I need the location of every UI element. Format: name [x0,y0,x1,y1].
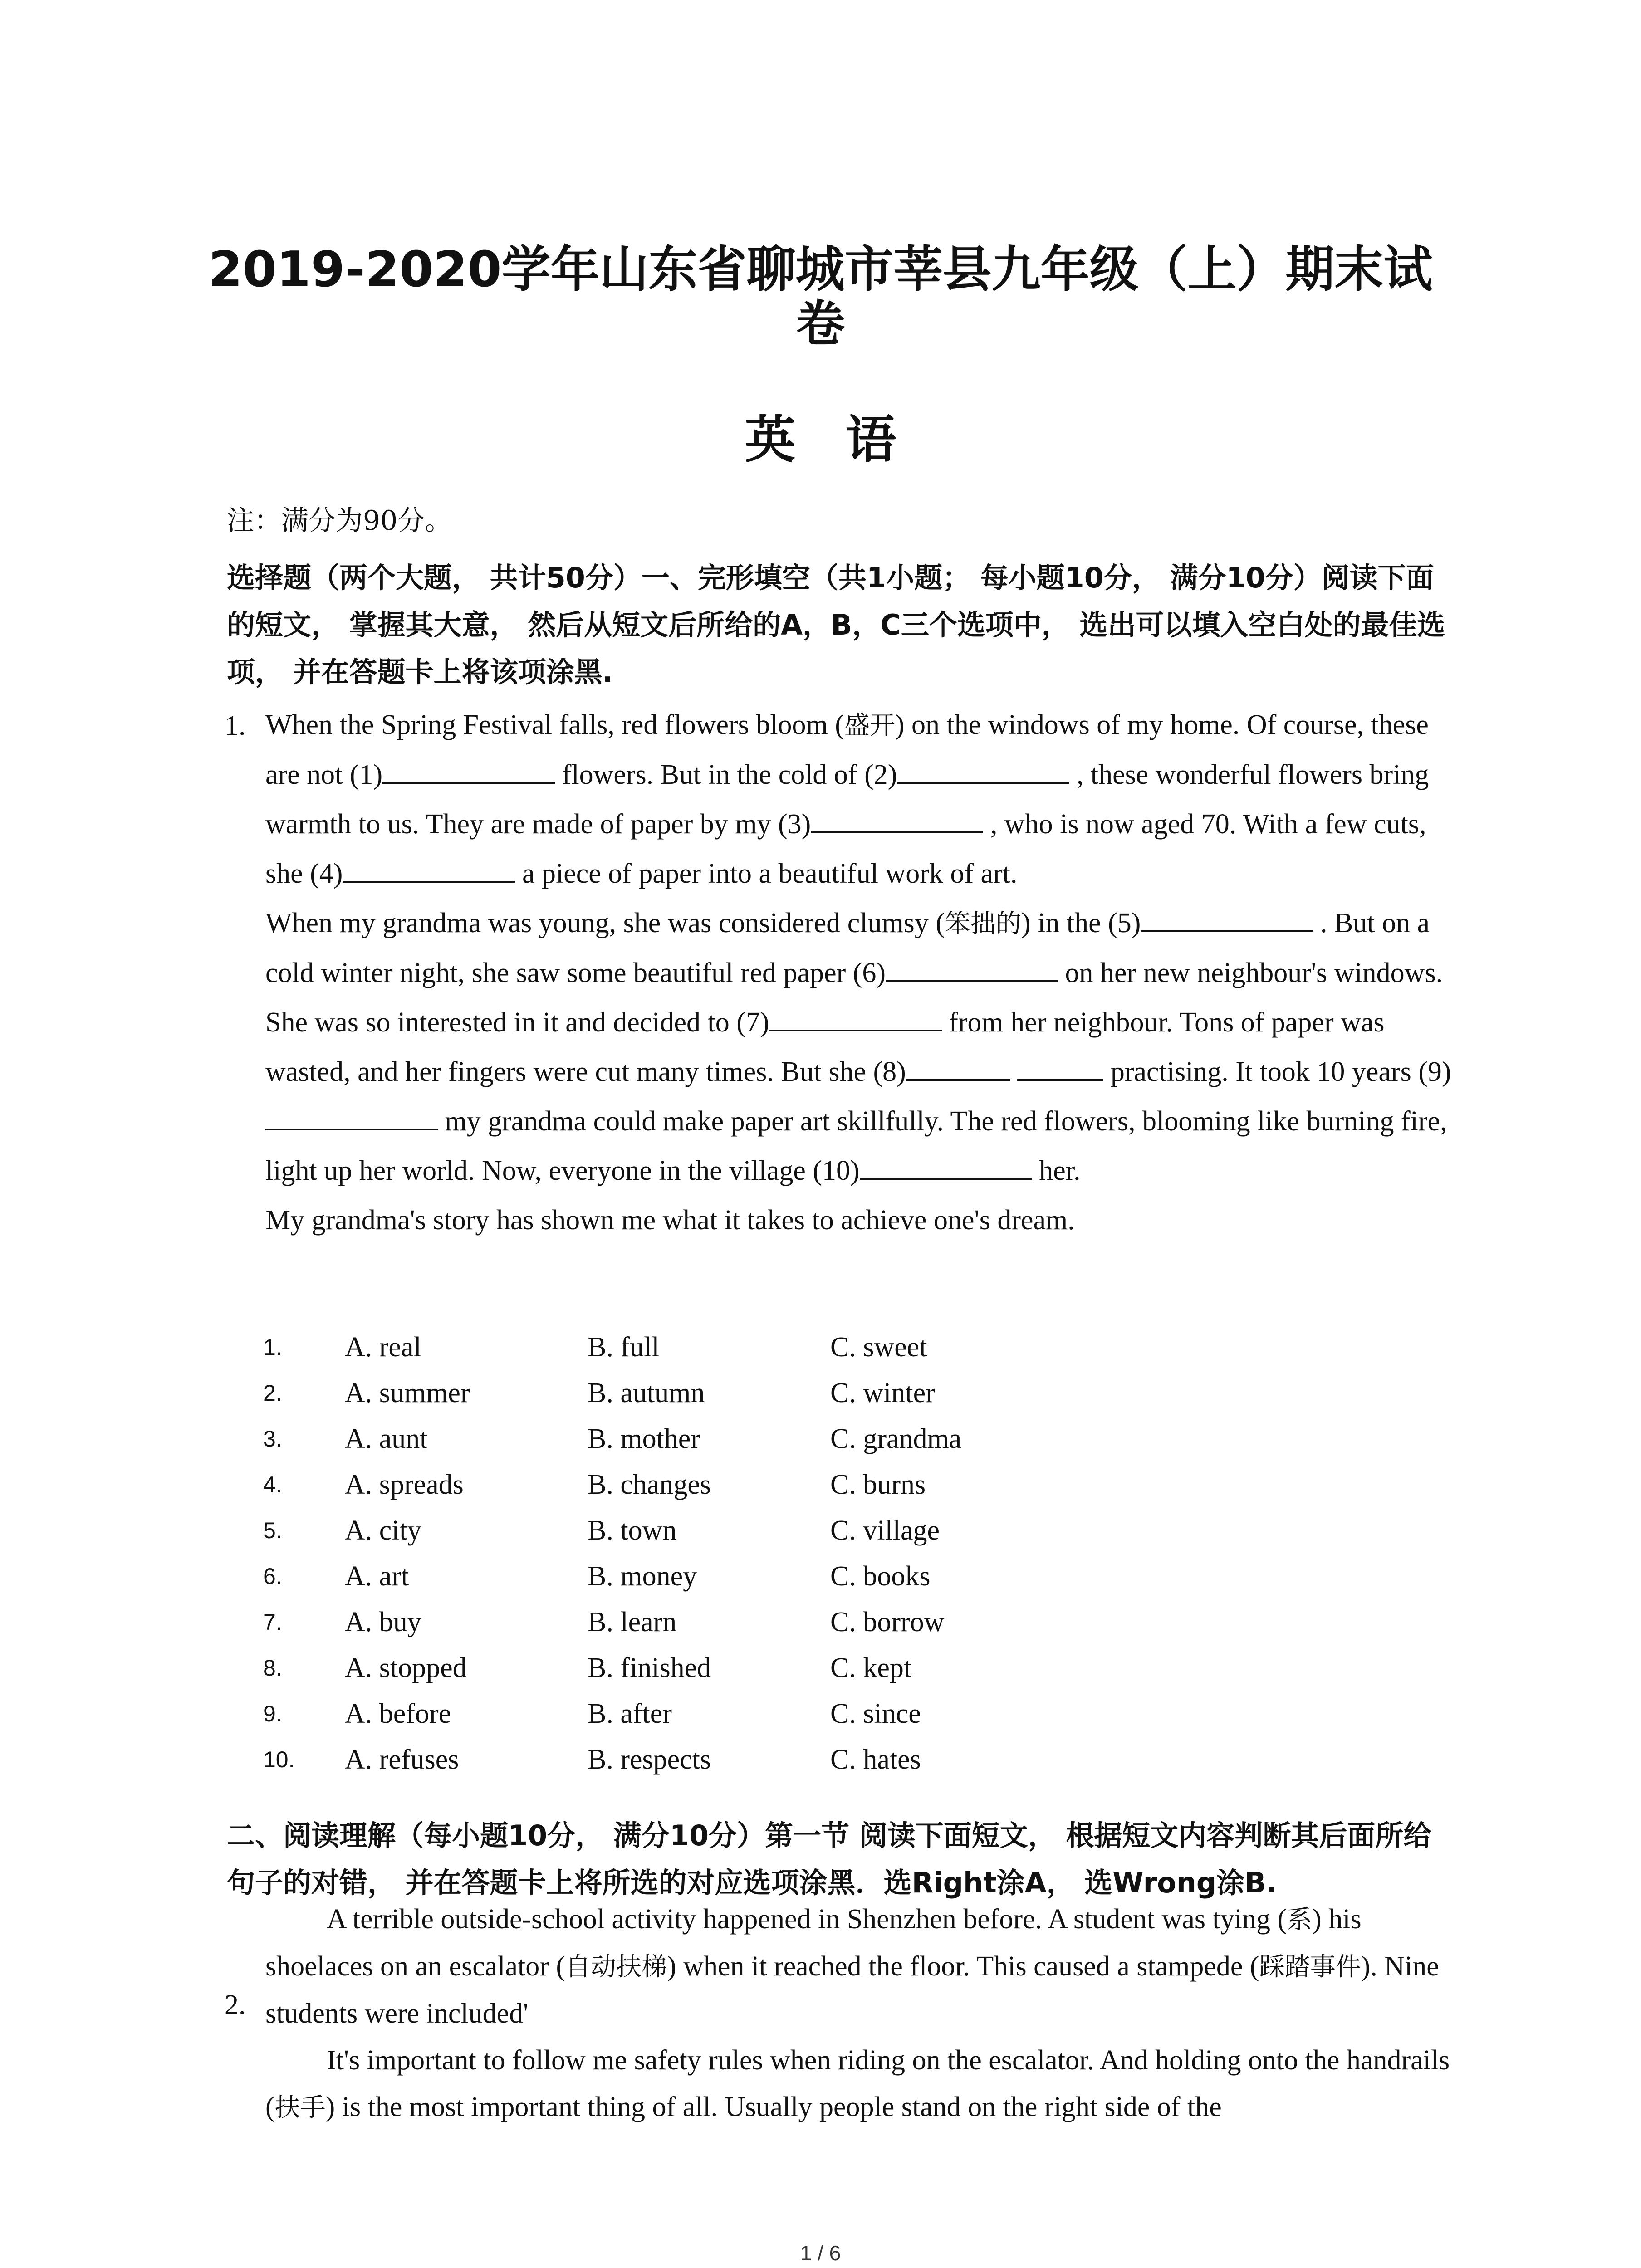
exam-title-line2: 卷 [796,296,845,352]
option-c: C. burns [830,1469,926,1500]
option-number: 2. [263,1380,282,1406]
option-number: 3. [263,1426,282,1452]
option-row [254,1377,1161,1423]
section2-heading: 二、阅读理解（每小题10分， 满分10分）第一节 阅读下面短文， 根据短文内容判断其后面所给句子的对错， 并在答题卡上将所选的对应选项涂黑．选Right涂A， 选Wrong涂B. [227,1819,1432,1899]
option-c: C. grandma [830,1423,962,1454]
options-list [254,1331,1161,1789]
option-row [254,1744,1161,1789]
option-a: A. spreads [345,1469,464,1500]
option-row [254,1515,1161,1560]
option-a: A. aunt [345,1423,428,1454]
reading-passage [265,1896,1454,2131]
option-b: B. money [588,1561,697,1592]
option-number: 8. [263,1655,282,1681]
option-c: C. borrow [830,1607,945,1637]
option-a: A. summer [345,1378,470,1408]
option-row [254,1423,1161,1469]
reading-paragraph-1: A terrible outside-school activity happened in Shenzhen before. A student was tying (系) his shoelaces on an escalator (自动扶梯) when it reached the floor. This caused a stampede (踩踏事件). Nine students were included' [265,1904,1439,2029]
option-row [254,1698,1161,1744]
cloze-passage [265,700,1454,1245]
option-a: A. before [345,1698,451,1729]
option-a: A. buy [345,1607,421,1637]
option-number: 4. [263,1472,282,1497]
blank-10 [860,1155,1032,1180]
option-c: C. books [830,1561,931,1592]
option-c: C. kept [830,1652,912,1683]
option-b: B. after [588,1698,672,1729]
page-number: 1 / 6 [800,2241,841,2265]
option-b: B. autumn [588,1378,705,1408]
option-c: C. since [830,1698,921,1729]
option-number: 5. [263,1518,282,1543]
blank-4 [343,858,515,883]
passage-paragraph-3: My grandma's story has shown me what it takes to achieve one's dream. [265,1205,1075,1236]
blank-8-continued [1017,1056,1103,1081]
blank-9 [265,1106,438,1130]
option-b: B. finished [588,1652,711,1683]
option-number: 6. [263,1564,282,1589]
option-c: C. village [830,1515,940,1546]
option-row [254,1331,1161,1377]
reading-paragraph-2: It's important to follow me safety rules when riding on the escalator. And holding onto the handrails (扶手) is the most important thing of all. Usually people stand on the right side of the [265,2045,1450,2122]
option-a: A. stopped [345,1652,467,1683]
option-row [254,1560,1161,1606]
blank-7 [769,1007,942,1031]
option-a: A. art [345,1561,409,1592]
blank-6 [886,958,1058,982]
option-a: A. real [345,1332,421,1363]
blank-3 [811,809,983,833]
exam-subject: 英语 [745,411,946,469]
option-b: B. full [588,1332,660,1363]
question-number-1: 1. [225,710,246,741]
option-a: A. refuses [345,1744,459,1775]
option-b: B. respects [588,1744,711,1775]
option-number: 9. [263,1701,282,1726]
option-row [254,1652,1161,1698]
blank-2 [897,759,1069,784]
option-row [254,1469,1161,1515]
option-c: C. winter [830,1378,935,1408]
blank-1 [382,759,555,784]
score-note: 注：满分为90分。 [227,505,452,537]
option-number: 1. [263,1334,282,1360]
section1-heading: 选择题（两个大题， 共计50分）一、完形填空（共1小题； 每小题10分， 满分10分）阅读下面的短文， 掌握其大意， 然后从短文后所给的A，B，C三个选项中， 选出可以填入空白处的最佳选项， 并在答题卡上将该项涂黑. [227,561,1445,689]
option-row [254,1606,1161,1652]
question-number-2: 2. [225,1989,246,2020]
option-number: 10. [263,1747,295,1772]
option-b: B. town [588,1515,677,1546]
option-b: B. mother [588,1423,700,1454]
option-c: C. sweet [830,1332,927,1363]
passage-paragraph-2: When my grandma was young, she was considered clumsy (笨拙的) in the (5) . But on a cold winter night, she saw some beautiful red paper (6) on her new neighbour's windows. She was so interested in it and decided to (7) from her neighbour. Tons of paper was wasted, and her fingers were cut many times. But she (8) practising. It took 10 years (9) my grandma could make paper art skillfully. The red flowers, blooming like burning fire, light up her world. Now, everyone in the village (10) her. [265,908,1451,1186]
exam-title-line1: 2019-2020学年山东省聊城市莘县九年级（上）期末试 [208,241,1433,298]
option-number: 7. [263,1609,282,1635]
option-c: C. hates [830,1744,921,1775]
option-a: A. city [345,1515,421,1546]
option-b: B. changes [588,1469,711,1500]
blank-8 [906,1056,1010,1081]
passage-paragraph-1: When the Spring Festival falls, red flowers bloom (盛开) on the windows of my home. Of course, these are not (1) flowers. But in the cold of (2) , these wonderful flowers bring warmth to us. They are made of paper by my (3) , who is now aged 70. With a few cuts, she (4) a piece of paper into a beautiful work of art. [265,709,1429,889]
blank-5 [1141,908,1313,932]
option-b: B. learn [588,1607,677,1637]
